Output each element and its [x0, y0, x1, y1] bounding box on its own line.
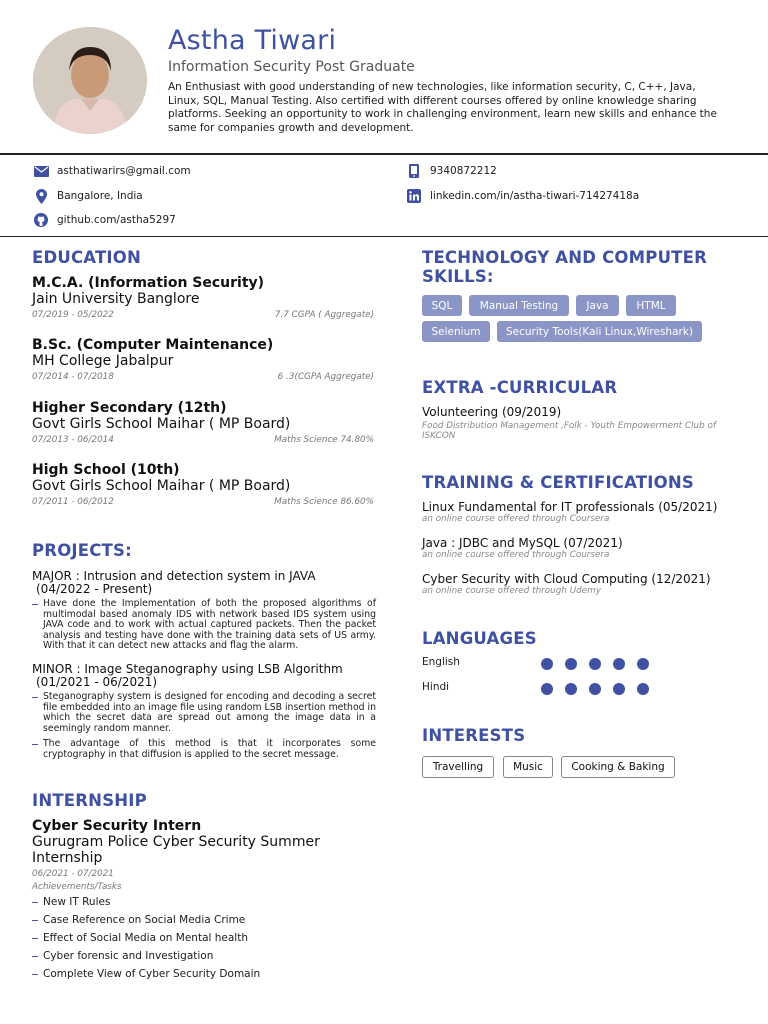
project-dates: (04/2022 - Present) — [36, 582, 153, 596]
skill-tag: SQL — [422, 295, 462, 316]
language-name: English — [422, 656, 460, 668]
project-bullet: The advantage of this method is that it incorporates some cryptography in that diffusion is applied to the secret message. — [32, 739, 376, 760]
language-level-english — [541, 658, 649, 670]
extra-role: Volunteering (09/2019) — [422, 405, 562, 419]
edu-dates: 07/2014 - 07/2018 — [32, 372, 114, 382]
location-pin-icon — [33, 188, 49, 204]
phone-icon — [406, 163, 422, 179]
level-dot — [589, 658, 601, 670]
email-text: asthatiwarirs@gmail.com — [57, 165, 191, 177]
intern-dates: 06/2021 - 07/2021 — [32, 869, 114, 879]
level-dot — [613, 683, 625, 695]
contact-linkedin[interactable] — [406, 188, 639, 204]
extracurricular-item — [422, 405, 742, 441]
header-divider — [0, 153, 768, 155]
contact-email[interactable] — [33, 163, 191, 179]
languages-heading: LANGUAGES — [422, 629, 537, 648]
skills-heading: TECHNOLOGY AND COMPUTER SKILLS: — [422, 248, 708, 286]
education-item — [32, 462, 374, 507]
linkedin-text: linkedin.com/in/astha-tiwari-71427418a — [430, 190, 640, 202]
education-item — [32, 400, 374, 445]
training-item — [422, 572, 711, 596]
institution: MH College Jabalpur — [32, 353, 174, 369]
training-heading: TRAINING & CERTIFICATIONS — [422, 473, 694, 492]
github-icon — [33, 212, 49, 228]
project-minor — [32, 663, 376, 761]
level-dot — [637, 658, 649, 670]
phone-text: 9340872212 — [430, 165, 497, 177]
language-level-hindi — [541, 683, 649, 695]
level-dot — [541, 683, 553, 695]
interest-tag: Music — [503, 756, 553, 778]
skill-tag: Security Tools(Kali Linux,Wireshark) — [497, 321, 702, 342]
candidate-name: Astha Tiwari — [168, 25, 337, 56]
project-title: MAJOR : Intrusion and detection system in JAVA — [32, 569, 316, 583]
education-heading: EDUCATION — [32, 248, 141, 267]
linkedin-icon — [406, 188, 422, 204]
interest-tag: Cooking & Baking — [561, 756, 675, 778]
course-sub: an online course offered through Coursera — [422, 514, 610, 524]
edu-score: Maths Science 86.60% — [274, 497, 374, 507]
internship-heading: INTERNSHIP — [32, 791, 147, 810]
intern-role: Cyber Security Intern — [32, 818, 202, 834]
course-name: Linux Fundamental for IT professionals (05/2021) — [422, 500, 718, 514]
language-name: Hindi — [422, 681, 450, 693]
training-item — [422, 500, 717, 524]
level-dot — [613, 658, 625, 670]
training-item — [422, 536, 623, 560]
level-dot — [565, 658, 577, 670]
degree: M.C.A. (Information Security) — [32, 275, 265, 291]
skill-tag: Selenium — [422, 321, 490, 342]
profile-photo — [33, 27, 147, 134]
institution: Govt Girls School Maihar ( MP Board) — [32, 416, 291, 432]
contact-github[interactable] — [33, 212, 176, 228]
extra-desc: Food Distribution Management ,Folk - Youth Empowerment Club of ISKCON — [422, 421, 716, 441]
tasks-label: Achievements/Tasks — [32, 882, 122, 892]
edu-score: Maths Science 74.80% — [274, 435, 374, 445]
degree: Higher Secondary (12th) — [32, 400, 227, 416]
project-major — [32, 570, 376, 652]
course-sub: an online course offered through Udemy — [422, 586, 601, 596]
project-dates: (01/2021 - 06/2021) — [36, 675, 158, 689]
course-name: Java : JDBC and MySQL (07/2021) — [422, 536, 623, 550]
task-item: Complete View of Cyber Security Domain — [32, 967, 376, 985]
level-dot — [637, 683, 649, 695]
project-title: MINOR : Image Steganography using LSB Algorithm — [32, 662, 343, 676]
task-item: Effect of Social Media on Mental health — [32, 931, 376, 949]
contact-location — [33, 188, 143, 204]
projects-heading: PROJECTS: — [32, 541, 132, 560]
edu-dates: 07/2011 - 06/2012 — [32, 497, 114, 507]
interest-tag: Travelling — [422, 756, 494, 778]
level-dot — [565, 683, 577, 695]
internship-block — [32, 818, 376, 985]
project-bullet: Steganography system is designed for encoding and decoding a secret file embedded into an image file using random LSB insertion method in which the secret data are spread out among the image data in a seemingly random manner. — [32, 692, 376, 734]
education-item — [32, 337, 374, 382]
education-item — [32, 275, 374, 320]
task-list — [32, 895, 376, 985]
skill-tag: HTML — [626, 295, 676, 316]
email-icon — [33, 163, 49, 179]
location-text: Bangalore, India — [57, 190, 143, 202]
contact-phone[interactable] — [406, 163, 497, 179]
edu-score: 6 .3(CGPA Aggregate) — [277, 372, 374, 382]
degree: High School (10th) — [32, 462, 180, 478]
edu-dates: 07/2013 - 06/2014 — [32, 435, 114, 445]
contact-divider — [0, 236, 768, 237]
task-item: Cyber forensic and Investigation — [32, 949, 376, 967]
project-bullet: Have done the Implementation of both the proposed algorithms of multimodal based anomaly IDS with network based IDS system using JAVA code and to work with actual captured packets. Then the packet analysis and testing have done with the training data sets of US army. With that it can detect new attacks and flag the alarm. — [32, 599, 376, 652]
course-name: Cyber Security with Cloud Computing (12/2021) — [422, 572, 711, 586]
intern-org: Gurugram Police Cyber Security Summer Internship — [32, 834, 320, 866]
github-text: github.com/astha5297 — [57, 214, 176, 226]
skill-tag: Java — [576, 295, 619, 316]
skill-tag: Manual Testing — [469, 295, 569, 316]
extracurricular-heading: EXTRA -CURRICULAR — [422, 378, 618, 397]
task-item: Case Reference on Social Media Crime — [32, 913, 376, 931]
interests-heading: INTERESTS — [422, 726, 526, 745]
summary: An Enthusiast with good understanding of new technologies, like information security, C, C++, Java, Linux, SQL, Manual Testing. Also certified with different courses offered by online knowledge sharing platforms. Seeking an opportunity to work in challenging environment, learn new skills and enhance the same for companies growth and development. — [168, 81, 717, 134]
institution: Jain University Banglore — [32, 291, 200, 307]
level-dot — [541, 658, 553, 670]
candidate-subtitle: Information Security Post Graduate — [168, 59, 415, 75]
task-item: New IT Rules — [32, 895, 376, 913]
level-dot — [589, 683, 601, 695]
edu-dates: 07/2019 - 05/2022 — [32, 310, 114, 320]
institution: Govt Girls School Maihar ( MP Board) — [32, 478, 291, 494]
degree: B.Sc. (Computer Maintenance) — [32, 337, 274, 353]
course-sub: an online course offered through Coursera — [422, 550, 610, 560]
edu-score: 7.7 CGPA ( Aggregate) — [274, 310, 374, 320]
